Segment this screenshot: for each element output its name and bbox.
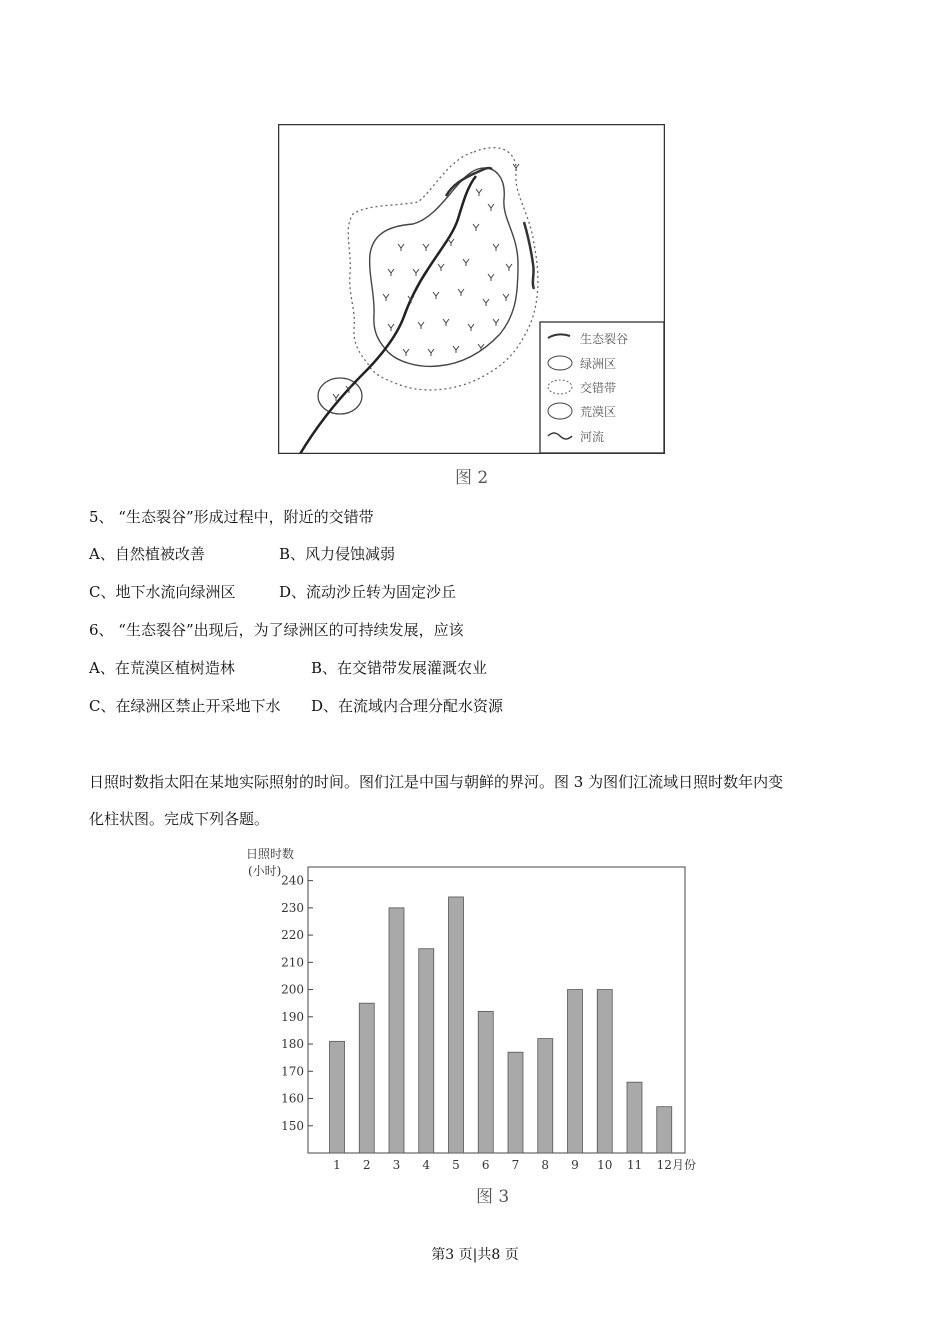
x-tick-label: 5 (452, 1158, 460, 1172)
bar-month-4 (419, 949, 434, 1153)
intro-line-2: 化柱状图。完成下列各题。 (89, 810, 270, 828)
option[interactable]: B、在交错带发展灌溉农业 (311, 659, 488, 677)
x-tick-label: 7 (511, 1158, 520, 1172)
option[interactable]: C、在绿洲区禁止开采地下水 (89, 697, 281, 715)
figure-2-caption: 图 2 (455, 468, 489, 488)
legend-label: 生态裂谷 (580, 332, 629, 346)
bar-month-7 (508, 1052, 523, 1153)
x-tick-label: 10 (597, 1158, 613, 1172)
option[interactable]: D、在流域内合理分配水资源 (311, 697, 504, 715)
intro-line-1: 日照时数指太阳在某地实际照射的时间。图们江是中国与朝鲜的界河。图 3 为图们江流域日照时数年内变 (89, 773, 784, 791)
x-tick-label: 12 (656, 1158, 672, 1172)
option[interactable]: D、流动沙丘转为固定沙丘 (279, 583, 457, 601)
y-tick-label: 220 (281, 928, 304, 943)
question-5-options-row2 (89, 581, 456, 602)
y-tick-label: 190 (281, 1009, 304, 1024)
bar-month-3 (389, 908, 404, 1153)
x-tick-label: 1 (333, 1158, 341, 1172)
x-axis-label: 月份 (672, 1158, 697, 1172)
bar-month-1 (330, 1041, 345, 1153)
y-axis-unit: (小时) (248, 864, 282, 878)
bar-month-8 (538, 1039, 553, 1153)
bar-month-9 (568, 990, 583, 1153)
x-tick-label: 8 (541, 1158, 550, 1172)
legend-label: 荒漠区 (580, 405, 617, 419)
figure-2-map (278, 124, 665, 454)
question-6-stem: 6、 “生态裂谷”出现后，为了绿洲区的可持续发展，应该 (89, 621, 464, 639)
y-tick-label: 150 (281, 1118, 304, 1133)
figure-3-bar-chart (232, 840, 707, 1210)
chart-caption: 图 3 (476, 1187, 510, 1207)
legend-label: 绿洲区 (580, 357, 617, 371)
question-5-stem: 5、 “生态裂谷”形成过程中，附近的交错带 (89, 508, 374, 526)
bar-month-11 (627, 1082, 642, 1153)
x-tick-label: 3 (392, 1158, 401, 1172)
legend-label: 河流 (580, 430, 605, 444)
y-tick-label: 240 (281, 873, 304, 888)
y-tick-label: 170 (281, 1064, 304, 1079)
bar-month-10 (597, 990, 612, 1153)
map-legend (540, 322, 664, 453)
bar-month-6 (478, 1011, 493, 1153)
y-tick-label: 230 (281, 900, 304, 915)
y-tick-label: 200 (281, 982, 304, 997)
question-6-options-row2 (89, 695, 503, 716)
x-tick-label: 6 (481, 1158, 490, 1172)
legend-label: 交错带 (580, 381, 617, 395)
question-6-options-row1 (89, 657, 487, 678)
x-tick-label: 11 (626, 1158, 643, 1172)
x-tick-label: 4 (422, 1158, 431, 1172)
y-tick-label: 210 (281, 955, 304, 970)
bar-month-12 (657, 1107, 672, 1153)
option[interactable]: C、地下水流向绿洲区 (89, 583, 236, 601)
x-tick-label: 9 (571, 1158, 579, 1172)
question-5-options-row1 (89, 543, 395, 564)
bar-month-2 (359, 1003, 374, 1153)
x-tick-label: 2 (362, 1158, 371, 1172)
option[interactable]: B、风力侵蚀减弱 (279, 545, 396, 563)
option[interactable]: A、在荒漠区植树造林 (89, 659, 235, 677)
page-footer: 第3 页|共8 页 (431, 1247, 519, 1263)
option[interactable]: A、自然植被改善 (89, 545, 205, 563)
y-tick-label: 180 (281, 1037, 304, 1052)
bar-month-5 (449, 897, 464, 1153)
y-axis-label: 日照时数 (246, 847, 295, 861)
y-tick-label: 160 (281, 1091, 304, 1106)
